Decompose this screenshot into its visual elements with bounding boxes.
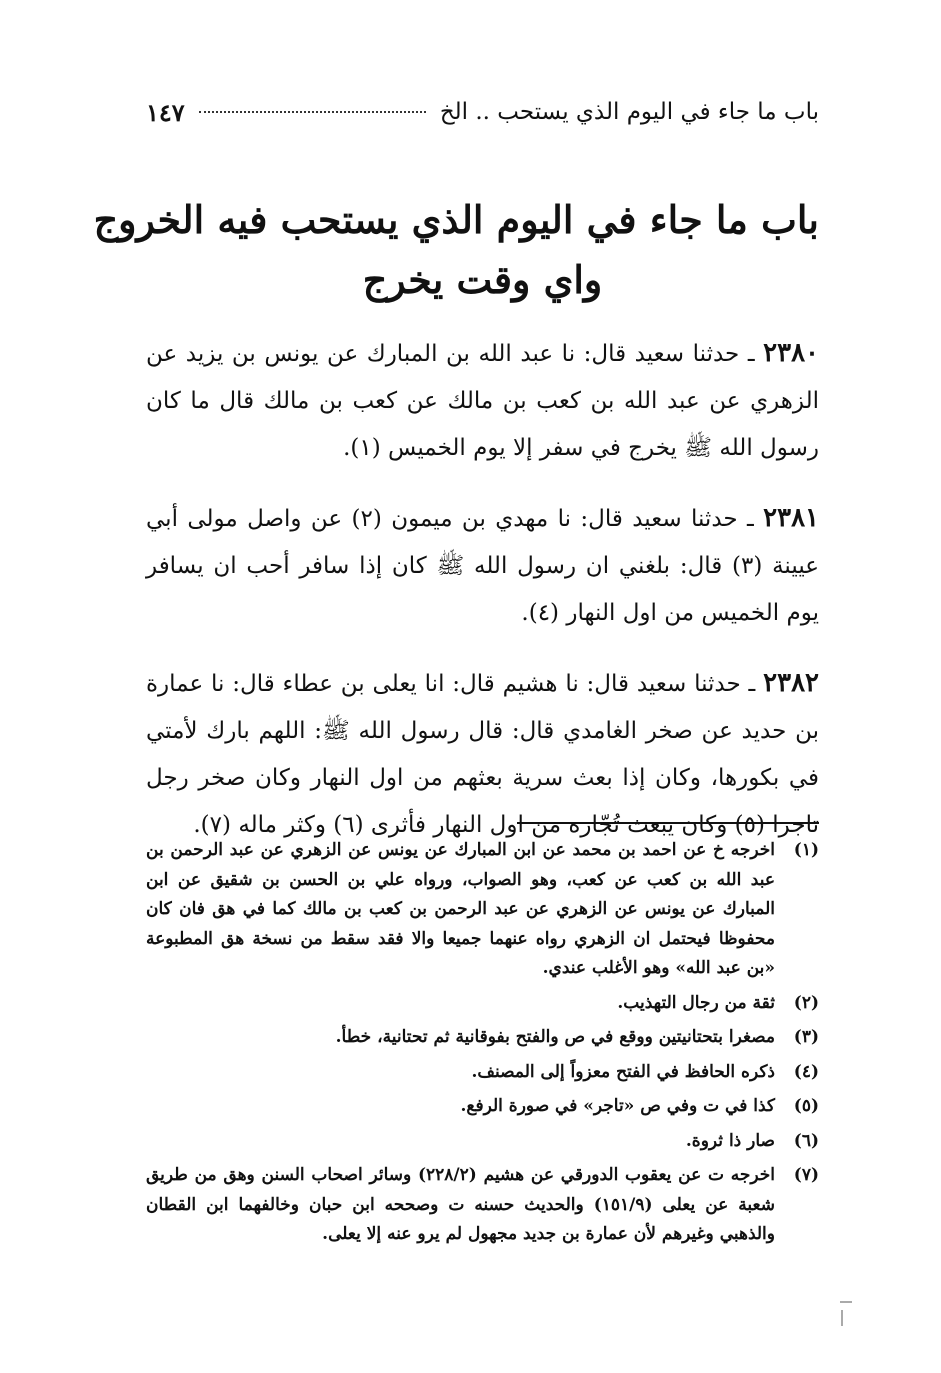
footnote-item <box>146 1058 819 1088</box>
footnote-marker: (١) <box>793 840 819 860</box>
chapter-title-line-1: باب ما جاء في اليوم الذي يستحب فيه الخروج <box>93 197 819 242</box>
footnote-item <box>146 1092 819 1122</box>
footnote-text: كذا في ت وفي ص «تاجر» في صورة الرفع. <box>460 1096 775 1116</box>
chapter-title-line-2: واي وقت يخرج <box>362 257 603 302</box>
hadith-list <box>146 330 819 872</box>
hadith-number: ٢٣٨٢ <box>763 668 819 698</box>
footnotes <box>146 836 819 1255</box>
hadith-dash: ـ <box>737 506 754 532</box>
footnote-marker: (٧) <box>793 1165 819 1185</box>
header-dotted-leader <box>199 111 426 113</box>
footnote-item <box>146 1161 819 1250</box>
hadith-paragraph <box>146 660 819 849</box>
footnote-text: صار ذا ثروة. <box>685 1130 775 1151</box>
footnote-item <box>146 1127 819 1157</box>
running-title: باب ما جاء في اليوم الذي يستحب .. الخ <box>439 99 819 125</box>
footnote-text: ذكره الحافظ في الفتح معزواً إلى المصنف. <box>471 1061 775 1082</box>
hadith-text: حدثنا سعيد قال: نا مهدي بن ميمون (٢) عن واصل مولى أبي عيينة (٣) قال: بلغني ان رسول الله ﷺ كان إذا سافر أحب ان يسافر يوم الخميس من اول النهار (٤). <box>146 506 819 626</box>
hadith-paragraph <box>146 495 819 637</box>
footnote-item <box>146 1023 819 1053</box>
footnote-text: ثقة من رجال التهذيب. <box>617 992 775 1013</box>
footnote-text: مصغرا بتحتانيتين ووقع في ص والفتح بفوقانية ثم تحتانية، خطأ. <box>335 1027 775 1047</box>
hadith-text: حدثنا سعيد قال: نا هشيم قال: انا يعلى بن عطاء قال: نا عمارة بن حديد عن صخر الغامدي قال: قال رسول الله ﷺ: اللهم بارك لأمتي في بكورها، وكان إذا بعث سرية بعثهم من اول النهار وكان صخر رجل تاجرا (٥) وكان يبعث تُجّاره من اول النهار فأثرى (٦) وكثر ماله (٧). <box>146 671 819 838</box>
footnote-marker: (٥) <box>793 1096 819 1116</box>
footnote-marker: (٢) <box>793 992 819 1013</box>
footnote-text: اخرجه ت عن يعقوب الدورقي عن هشيم (٢٢٨/٢) وسائر اصحاب السنن وهق من طريق شعبة عن يعلى (١٥١/٩) والحديث حسنه ت وصححه ابن حبان وخالفهما ابن القطان والذهبي وغيرهم لأن عمارة بن جديد مجهول لم يرو عنه إلا يعلى. <box>146 1165 775 1244</box>
hadith-dash: ـ <box>740 671 756 697</box>
running-header <box>146 92 819 132</box>
footnote-item <box>146 989 819 1019</box>
hadith-paragraph <box>146 330 819 472</box>
chapter-title <box>93 190 819 310</box>
hadith-dash: ـ <box>739 341 755 367</box>
scan-corner-mark <box>838 1300 854 1328</box>
page-number: ١٤٧ <box>146 97 185 127</box>
footnote-text: اخرجه خ عن احمد بن محمد عن ابن المبارك عن يونس عن الزهري عن عبد الرحمن بن عبد الله بن كعب عن كعب، وهو الصواب، ورواه علي بن الحسن بن شقيق عن ابن المبارك عن يونس عن الزهري عن عبد الرحمن بن كعب بن مالك كما في هق فان كان محفوظا فيحتمل ان الزهري رواه عنهما جميعا والا فقد سقط من نسخة هق المطبوعة «بن عبد الله» وهو الأغلب عندي. <box>146 840 775 978</box>
footnote-separator <box>517 822 819 824</box>
footnote-item <box>146 836 819 984</box>
hadith-number: ٢٣٨١ <box>763 503 819 533</box>
footnote-marker: (٤) <box>793 1061 819 1082</box>
footnote-marker: (٣) <box>793 1027 819 1047</box>
footnote-marker: (٦) <box>793 1130 819 1151</box>
hadith-text: حدثنا سعيد قال: نا عبد الله بن المبارك عن يونس بن يزيد عن الزهري عن عبد الله بن كعب بن مالك عن كعب بن مالك قال ما كان رسول الله ﷺ يخرج في سفر إلا يوم الخميس (١). <box>146 341 820 461</box>
hadith-number: ٢٣٨٠ <box>763 338 819 368</box>
